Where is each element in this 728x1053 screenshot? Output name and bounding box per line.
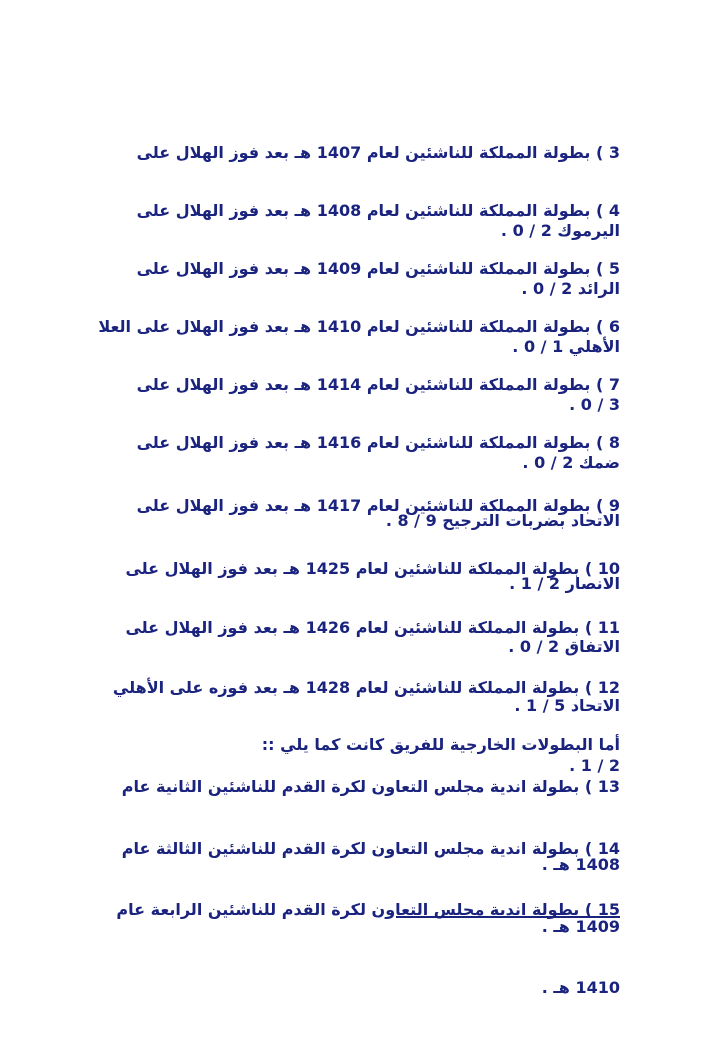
item-line-2: 1408 هـ . bbox=[541, 855, 620, 874]
external-championships-heading: أما البطولات الخارجية للفريق كانت كما يلي :: bbox=[261, 735, 620, 754]
item-line-2: الاتحاد 5 / 1 . bbox=[514, 696, 620, 715]
item-line-1: 4 ) بطولة المملكة للناشئين لعام 1408 هـ بعد فوز الهلال على bbox=[136, 201, 620, 220]
item-line-2: الاتفاق 2 / 0 . bbox=[508, 637, 620, 656]
item-line-1: 10 ) بطولة المملكة للناشئين لعام 1425 هـ بعد فوز الهلال على bbox=[125, 559, 620, 578]
item-line-1: 15 ) بطولة اندية مجلس التعاون لكرة القدم للناشئين الرابعة عام bbox=[116, 900, 620, 919]
item-line-2: الأهلي 1 / 0 . bbox=[512, 337, 620, 356]
item-line-2: ضمك 2 / 0 . bbox=[522, 453, 620, 472]
item-line-2: 3 / 0 . bbox=[569, 395, 620, 414]
item-line-2: 1410 هـ . bbox=[541, 978, 620, 997]
item-line-1: 3 ) بطولة المملكة للناشئين لعام 1407 هـ بعد فوز الهلال على bbox=[136, 143, 620, 162]
item-line-1: 14 ) بطولة اندية مجلس التعاون لكرة القدم للناشئين الثالثة عام bbox=[121, 839, 620, 858]
item-line-2: الاتحاد بضربات الترجيح 9 / 8 . bbox=[385, 511, 620, 530]
item-line-1: 6 ) بطولة المملكة للناشئين لعام 1410 هـ بعد فوز الهلال على العلا bbox=[98, 317, 620, 336]
item-line-1: 13 ) بطولة اندية مجلس التعاون لكرة القدم للناشئين الثانية عام bbox=[121, 777, 620, 796]
item-line-1: 11 ) بطولة المملكة للناشئين لعام 1426 هـ بعد فوز الهلال على bbox=[125, 618, 620, 637]
item-line-1: 7 ) بطولة المملكة للناشئين لعام 1414 هـ بعد فوز الهلال على bbox=[136, 375, 620, 394]
item-line-2: اليرموك 2 / 0 . bbox=[500, 221, 620, 240]
item-line-1: 9 ) بطولة المملكة للناشئين لعام 1417 هـ بعد فوز الهلال على bbox=[136, 496, 620, 515]
external-item-15 bbox=[116, 845, 620, 1053]
item-line-2: 1409 هـ . bbox=[541, 917, 620, 936]
item-line-2: الانصار 2 / 1 . bbox=[509, 574, 620, 593]
item-line-1: 12 ) بطولة المملكة للناشئين لعام 1428 هـ بعد فوزه على الأهلي bbox=[112, 678, 620, 697]
item-line-2: الرائد 2 / 0 . bbox=[521, 279, 620, 298]
item-line-1: 5 ) بطولة المملكة للناشئين لعام 1409 هـ بعد فوز الهلال على bbox=[136, 259, 620, 278]
footer-divider bbox=[396, 916, 620, 918]
item-line-1: 8 ) بطولة المملكة للناشئين لعام 1416 هـ بعد فوز الهلال على bbox=[136, 433, 620, 452]
item-line-2: 2 / 1 . bbox=[569, 756, 620, 775]
